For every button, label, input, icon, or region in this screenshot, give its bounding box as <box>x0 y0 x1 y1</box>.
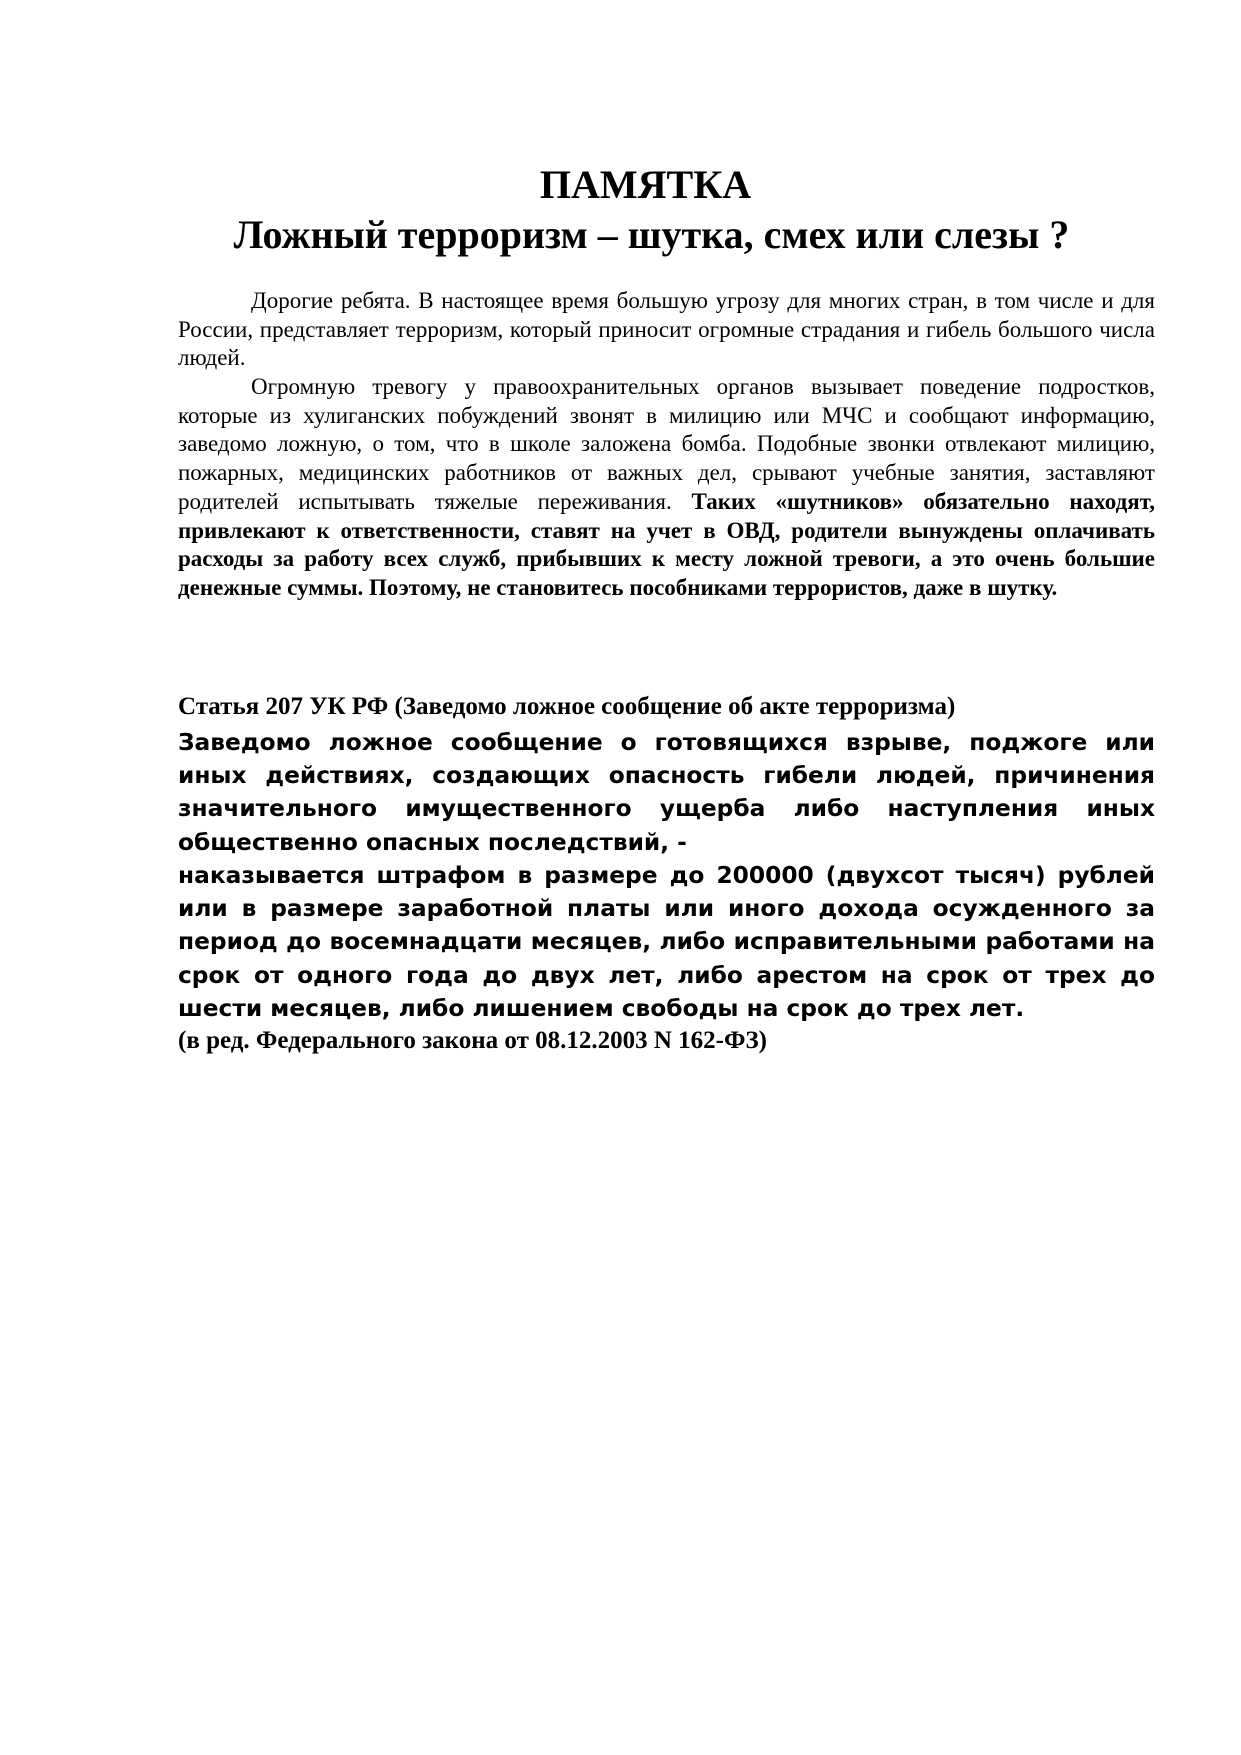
intro-paragraph-2-text: Огромную тревогу у правоохранительных органов вызывает поведение подростков, которые из хулиганских побуждений звонят в милицию или МЧС и сообщают информацию, заведомо ложную, о том, что в школе заложена бомба. Подобные звонки отвлекают милицию, пожарных, медицинских работников от важных дел, срывают учебные занятия, заставляют родителей испытывать тяжелые переживания. <box>178 374 1155 514</box>
article-body: Заведомо ложное сообщение о готовящихся взрыве, поджоге или иных действиях, создающих опасность гибели людей, причинения значительного имущественного ущерба либо наступления иных общественно опасных последствий, - <box>178 729 1155 856</box>
page-title: ПАМЯТКА <box>539 162 752 207</box>
intro-paragraph-2 <box>178 373 1155 603</box>
page-subtitle: Ложный терроризм – шутка, смех или слезы ? <box>233 212 1070 257</box>
article-penalty: наказывается штрафом в размере до 200000 (двухсот тысяч) рублей или в размере заработной платы или иного дохода осужденного за период до восемнадцати месяцев, либо исправительными работами на срок от одного года до двух лет, либо арестом на срок от трех до шести месяцев, либо лишением свободы на срок до трех лет. <box>178 862 1155 1022</box>
intro-paragraph-2-warning: Таких «шутников» обязательно находят, привлекают к ответственности, ставят на учет в ОВД, родители вынуждены оплачивать расходы за работу всех служб, прибывших к месту ложной тревоги, а это очень большие денежные суммы. Поэтому, не становитесь пособниками террористов, даже в шутку. <box>178 488 1155 600</box>
article-amendment-note: (в ред. Федерального закона от 08.12.2003 N 162-ФЗ) <box>178 1027 767 1054</box>
article-heading: Статья 207 УК РФ (Заведомо ложное сообщение об акте терроризма) <box>178 693 956 720</box>
intro-paragraph-1: Дорогие ребята. В настоящее время большую угрозу для многих стран, в том числе и для России, представляет терроризм, который приносит огромные страдания и гибель большого числа людей. <box>178 288 1155 371</box>
